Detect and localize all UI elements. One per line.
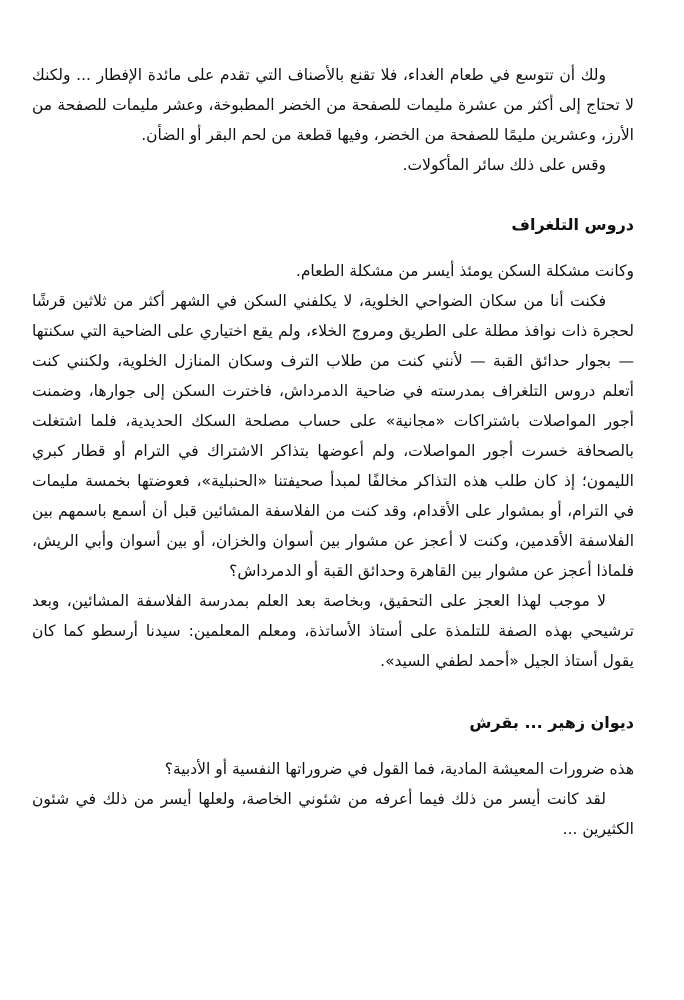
paragraph-no-reason: لا موجب لهذا العجز على التحقيق، وبخاصة بعد العلم بمدرسة الفلاسفة المشائين، وبعد ترشيحي بهذه الصفة للتلمذة على أستاذ الأساتذة، ومعلم المعلمين: سيدنا أرسطو كما كان يقول أستاذ الجيل «أحمد لطفي السيد». <box>32 592 634 670</box>
paragraph-housing-suburbs: فكنت أنا من سكان الضواحي الخلوية، لا يكلفني السكن في الشهر أكثر من ثلاثين قرشًا لحجرة ذات نوافذ مطلة على الطريق ومروج الخلاء، ولم يقع اختياري على الضاحية التي سكنتها — بجوار حدائق القبة — لأنني كنت من طلاب الترف وسكان المنازل الخلوية، ولكنني كنت أتعلم دروس التلغراف بمدرسته في ضاحية الدمرداش، فاخترت السكن إلى جوارها، وضمنت أجور المواصلات باشتراكات «مجانية» على حساب مصلحة السكك الحديدية، فلما اشتغلت بالصحافة خسرت أجور المواصلات، ولم أعوضها بتذاكر الاشتراك في الترام أو قطار كبري الليمون؛ إذ كان طلب هذه التذاكر مخالفًا لمبدأ صحيفتنا «الحنبلية»، فعوضتها بخمسة مليمات في الترام، أو بمشوار على الأقدام، وقد كنت من الفلاسفة المشائين قبل أن أسمع باسمهم بين الفلاسفة الأقدمين، وكنت لا أعجز عن مشوار بين أسوان والخزان، أو بين أسوان وأبي الريش، فلماذا أعجز عن مشوار بين القاهرة وحدائق القبة أو الدمرداش؟ <box>32 292 634 580</box>
book-page <box>32 60 634 844</box>
paragraph-housing-intro: وكانت مشكلة السكن يومئذ أيسر من مشكلة الطعام. <box>295 262 634 280</box>
section-heading-telegraph: دروس التلغراف <box>511 215 634 234</box>
paragraph-measure: وقس على ذلك سائر المأكولات. <box>402 156 606 174</box>
paragraph-easier: لقد كانت أيسر من ذلك فيما أعرفه من شئوني الخاصة، ولعلها أيسر من ذلك في شئون الكثيرين ... <box>32 790 634 838</box>
paragraph-lunch: ولك أن تتوسع في طعام الغداء، فلا تقنع بالأصناف التي تقدم على مائدة الإفطار ... ولكنك لا تحتاج إلى أكثر من عشرة مليمات للصفحة من الخضر المطبوخة، وعشر مليمات للصفحة من الأرز، وعشرين مليمًا للصفحة من الخضر، وفيها قطعة من لحم البقر أو الضأن. <box>32 66 634 144</box>
section-heading-diwan: ديوان زهير ... بقرش <box>469 713 634 732</box>
paragraph-necessities: هذه ضرورات المعيشة المادية، فما القول في ضروراتها النفسية أو الأدبية؟ <box>164 760 634 778</box>
